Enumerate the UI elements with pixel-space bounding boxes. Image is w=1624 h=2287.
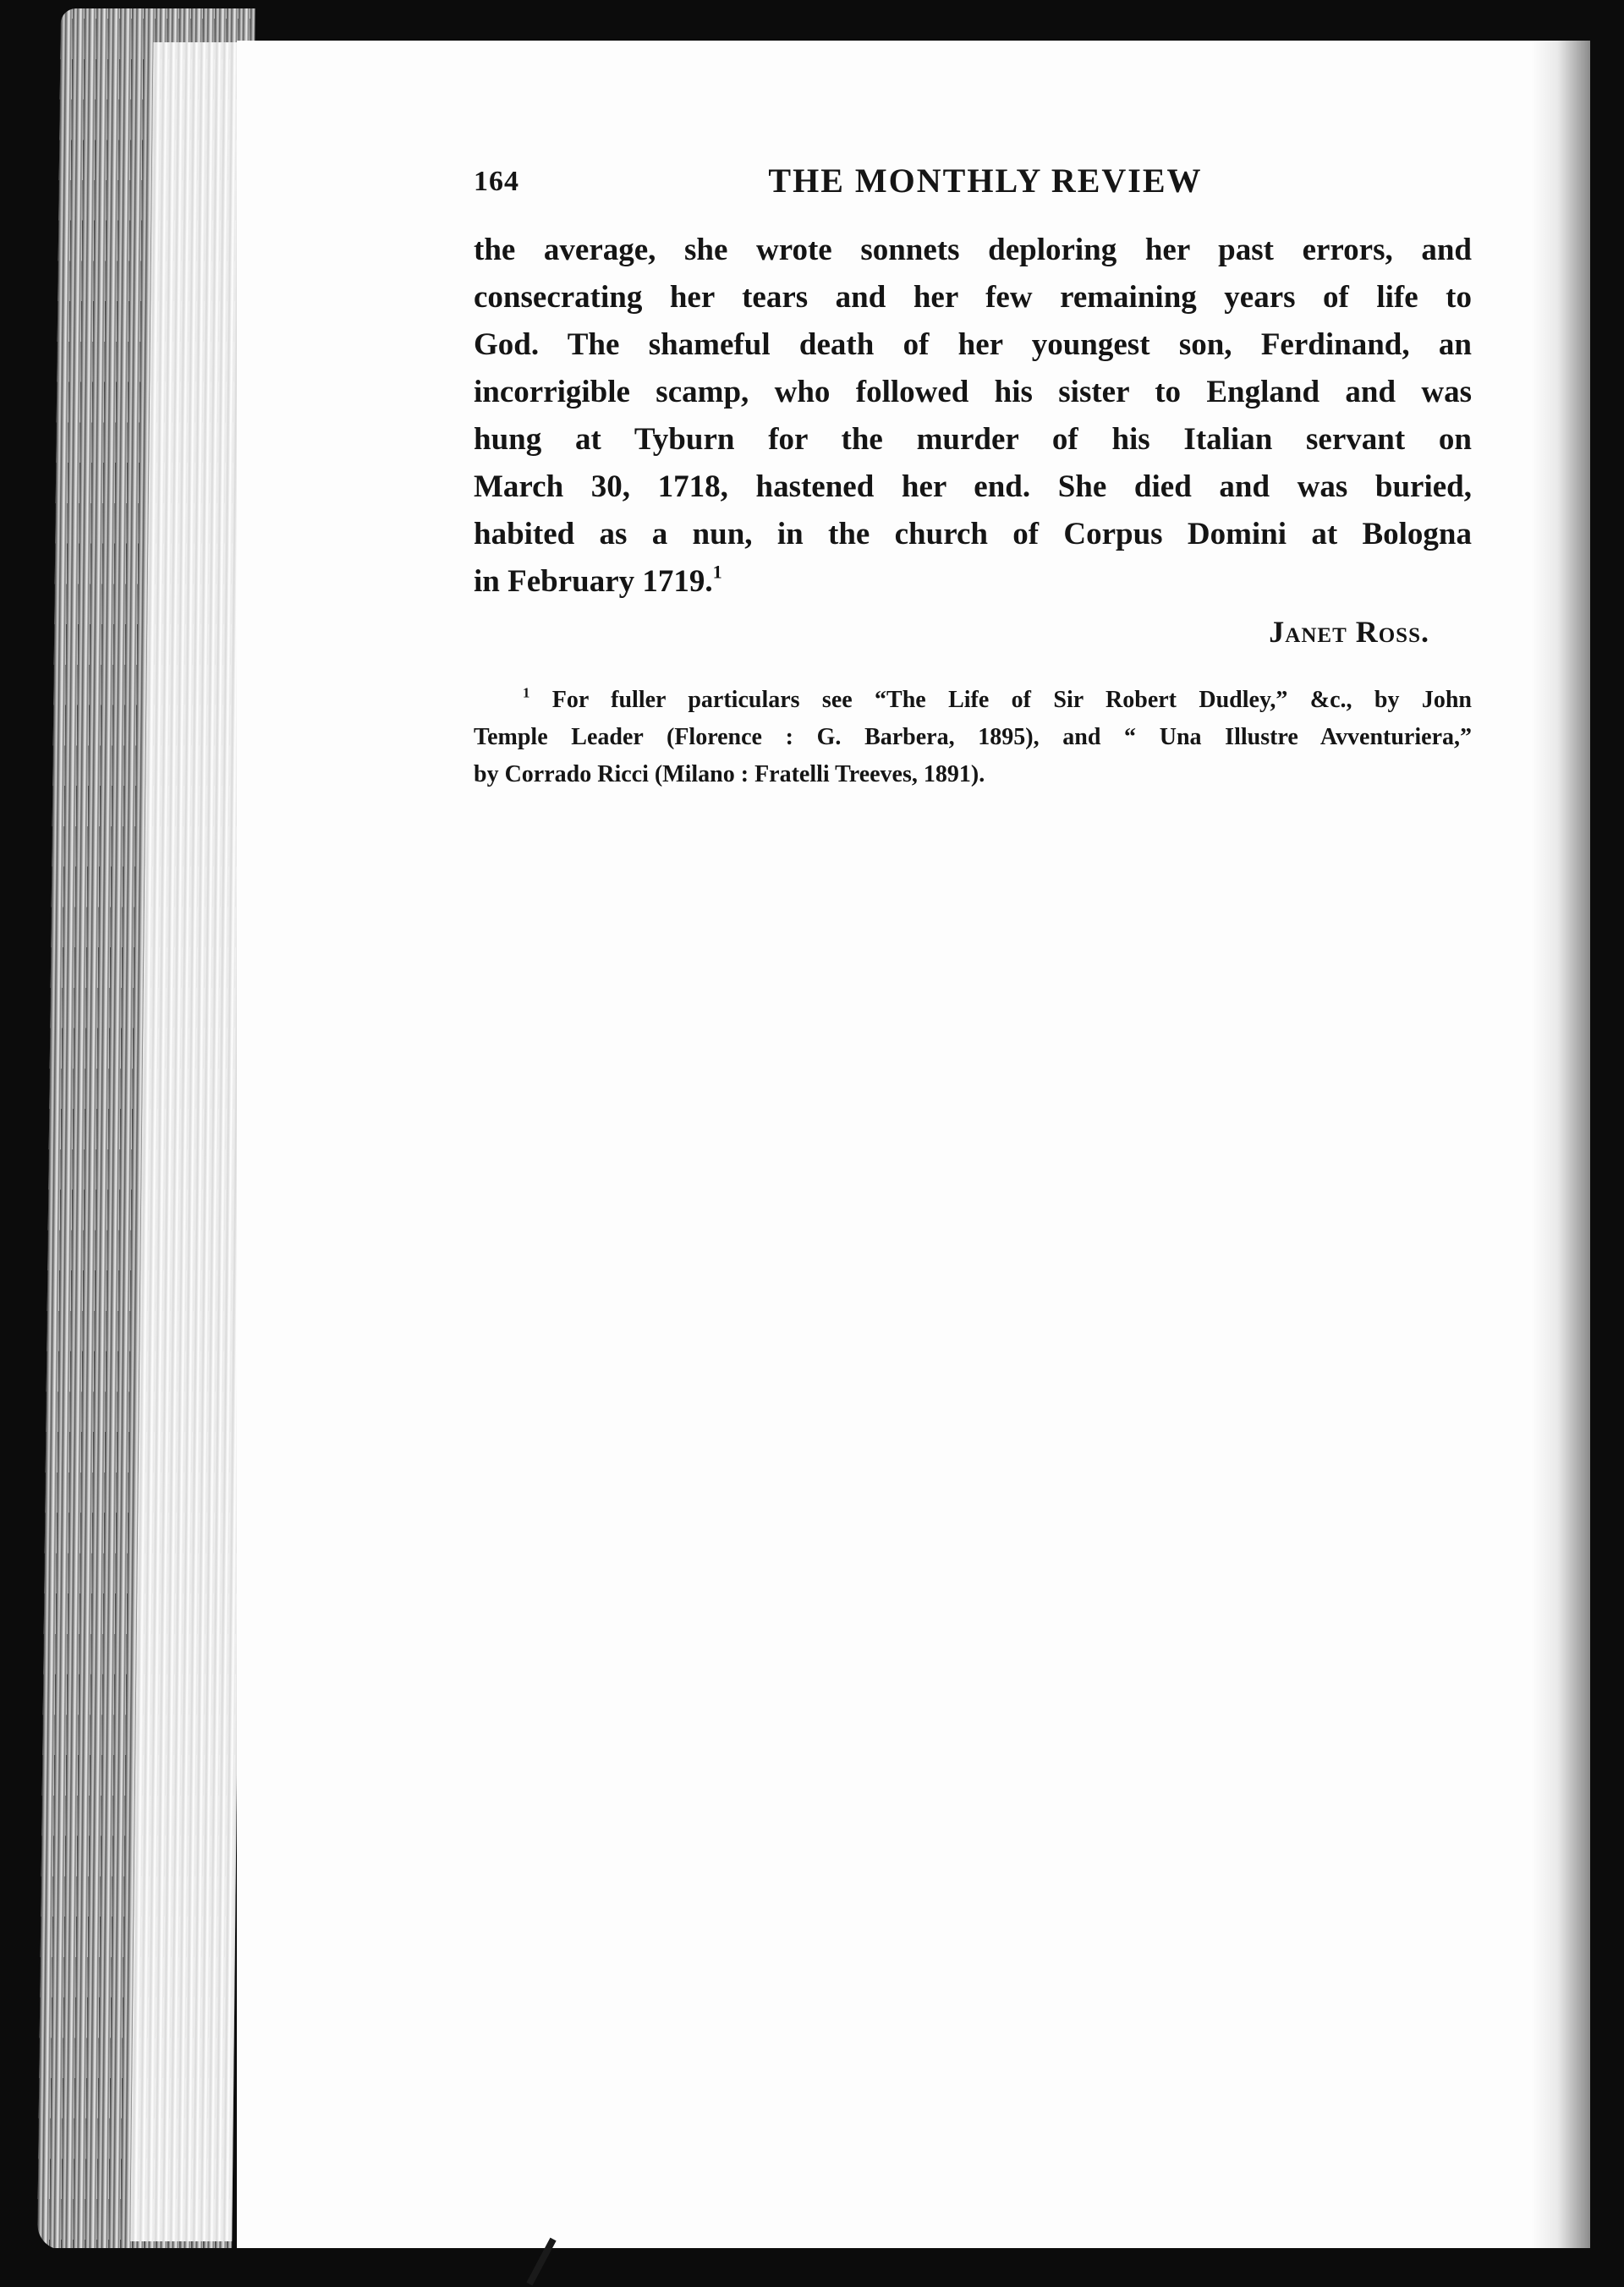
text-block xyxy=(474,161,1472,793)
body-line: consecrating her tears and her few remaining years of life to xyxy=(474,280,1472,315)
gutter-shadow xyxy=(1531,41,1590,2248)
footnote xyxy=(474,682,1472,793)
footnote-line xyxy=(474,682,1472,719)
scan-bottom-border xyxy=(0,2248,1624,2287)
author-signature: Janet Ross. xyxy=(1269,615,1429,649)
journal-title: THE MONTHLY REVIEW xyxy=(768,162,1203,200)
running-head xyxy=(474,161,1472,211)
body-line: the average, she wrote sonnets deploring her past errors, and xyxy=(474,233,1472,267)
body-line: God. The shameful death of her youngest son, Ferdinand, an xyxy=(474,327,1472,362)
page-number: 164 xyxy=(474,166,519,197)
body-line: hung at Tyburn for the murder of his Italian servant on xyxy=(474,422,1472,457)
footnote-line-text: For fuller particulars see “The Life of Sir Robert Dudley,” &c., by John xyxy=(551,687,1472,713)
footnote-line: by Corrado Ricci (Milano : Fratelli Treeves, 1891). xyxy=(474,761,985,787)
footnote-reference: 1 xyxy=(712,561,722,583)
footnote-line: Temple Leader (Florence : G. Barbera, 1895), and “ Una Illustre Avventuriera,” xyxy=(474,724,1472,750)
body-last-line xyxy=(474,558,1472,606)
body-line: March 30, 1718, hastened her end. She died and was buried, xyxy=(474,469,1472,504)
body-last-line-text: in February 1719. xyxy=(474,564,713,599)
body-paragraph xyxy=(474,227,1472,606)
footnote-marker: 1 xyxy=(523,684,530,701)
body-line: habited as a nun, in the church of Corpus Domini at Bologna xyxy=(474,517,1472,551)
body-line: incorrigible scamp, who followed his sister to England and was xyxy=(474,375,1472,409)
book-page-edges xyxy=(37,8,255,2250)
